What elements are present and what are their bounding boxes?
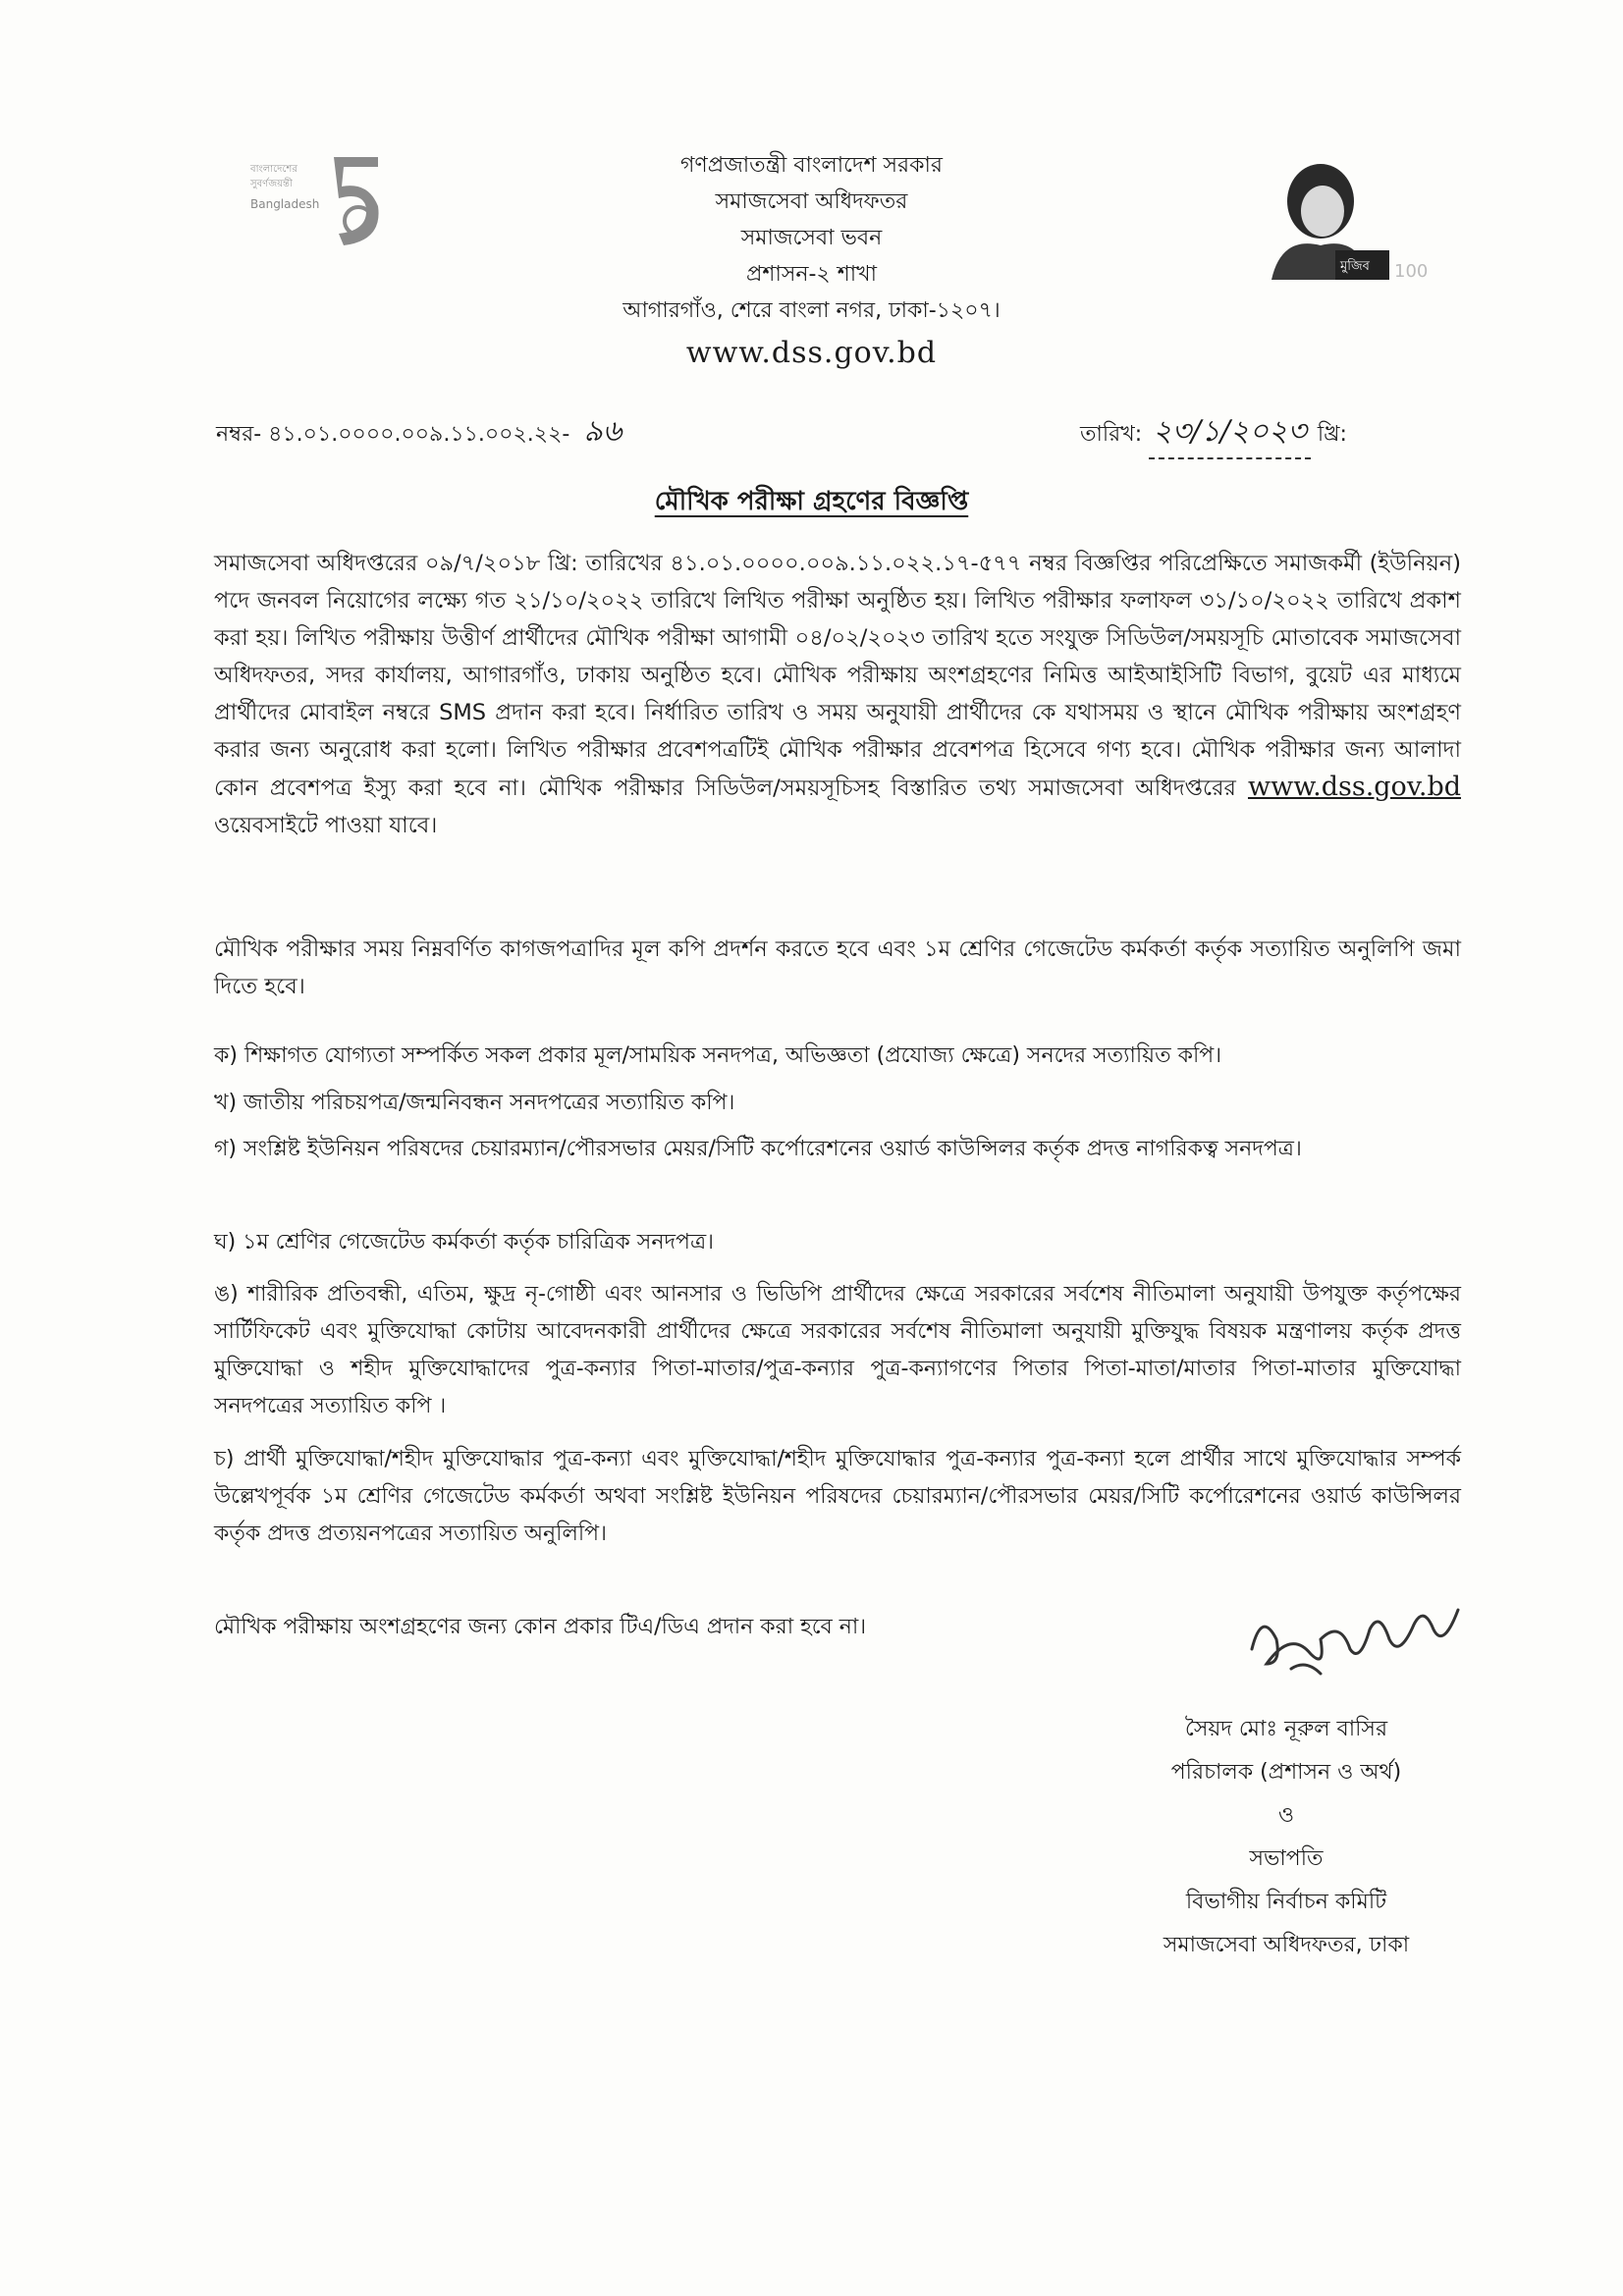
memo-number-handwritten: ৯৬ <box>583 414 622 449</box>
notice-title: মৌখিক পরীক্ষা গ্রহণের বিজ্ঞপ্তি <box>654 487 969 516</box>
header-website: www.dss.gov.bd <box>685 336 938 370</box>
document-item-gha: ঘ) ১ম শ্রেণির গেজেটেড কর্মকর্তা কর্তৃক চারিত্রিক সনদপত্র। <box>214 1230 714 1255</box>
memo-number <box>216 407 622 457</box>
ta-da-note: মৌখিক পরীক্ষায় অংশগ্রহণের জন্য কোন প্রকার টিএ/ডিএ প্রদান করা হবে না। <box>214 1615 867 1639</box>
signatory-office: সমাজসেবা অধিদফতর, ঢাকা <box>1163 1933 1410 1957</box>
header-line-building: সমাজসেবা ভবন <box>740 226 883 250</box>
document-item-cha: চ) প্রার্থী মুক্তিযোদ্ধা/শহীদ মুক্তিযোদ্ধার পুত্র-কন্যা এবং মুক্তিযোদ্ধা/শহীদ মুক্তিযোদ্ধার পুত্র-কন্যার পুত্র-কন্যা হলে প্রার্থীর সাথে মুক্তিযোদ্ধার সম্পর্ক উল্লেখপূর্বক ১ম শ্রেণির গেজেটেড কর্মকর্তা অথবা সংশ্লিষ্ট ইউনিয়ন পরিষদের চেয়ারম্যান/পৌরসভার মেয়র/সিটি কর্পোরেশনের ওয়ার্ড কাউন্সিলর কর্তৃক প্রদত্ত প্রত্যয়নপত্রের সত্যায়িত অনুলিপি। <box>214 1447 1461 1546</box>
date-suffix: খ্রি: <box>1317 422 1347 447</box>
header-line-branch: প্রশাসন-২ শাখা <box>746 262 877 287</box>
svg-text:100: 100 <box>1394 261 1429 282</box>
paragraph-main-text: সমাজসেবা অধিদপ্তরের ০৯/৭/২০১৮ খ্রি: তারিখের ৪১.০১.০০০০.০০৯.১১.০২২.১৭-৫৭৭ নম্বর বিজ্ঞপ্তির পরিপ্রেক্ষিতে সমাজকর্মী (ইউনিয়ন) পদে জনবল নিয়োগের লক্ষ্যে গত ২১/১০/২০২২ তারিখে লিখিত পরীক্ষা অনুষ্ঠিত হয়। লিখিত পরীক্ষার ফলাফল ৩১/১০/২০২২ তারিখে প্রকাশ করা হয়। লিখিত পরীক্ষায় উত্তীর্ণ প্রার্থীদের মৌখিক পরীক্ষা আগামী ০৪/০২/২০২৩ তারিখ হতে সংযুক্ত সিডিউল/সময়সূচি মোতাবেক সমাজসেবা অধিদফতর, সদর কার্যালয়, আগারগাঁও, ঢাকায় অনুষ্ঠিত হবে। মৌখিক পরীক্ষায় অংশগ্রহণের নিমিত্ত আইআইসিটি বিভাগ, বুয়েট এর মাধ্যমে প্রার্থীদের মোবাইল নম্বরে SMS প্রদান করা হবে। নির্ধারিত তারিখ ও সময় অনুযায়ী প্রার্থীদের কে যথাসময় ও স্থানে মৌখিক পরীক্ষায় অংশগ্রহণ করার জন্য অনুরোধ করা হলো। লিখিত পরীক্ষার প্রবেশপত্রটিই মৌখিক পরীক্ষার প্রবেশপত্র হিসেবে গণ্য হবে। মৌখিক পরীক্ষার জন্য আলাদা কোন প্রবেশপত্র ইস্যু করা হবে না। মৌখিক পরীক্ষার সিডিউল/সময়সূচিসহ বিস্তারিত তথ্য সমাজসেবা অধিদপ্তরের <box>214 551 1461 801</box>
signatory-conjunction: ও <box>1277 1803 1295 1828</box>
signatory-name: সৈয়দ মোঃ নূরুল বাসির <box>1184 1717 1388 1741</box>
svg-text:মুজিব: মুজিব <box>1340 259 1370 274</box>
date-handwritten: ২৩/১/২০২৩ <box>1149 407 1311 459</box>
memo-date <box>1080 407 1347 459</box>
logo-bangladesh-text: Bangladesh <box>250 197 320 211</box>
header-line-directorate: সমাজসেবা অধিদফতর <box>715 189 908 214</box>
signatory-role: সভাপতি <box>1249 1846 1324 1871</box>
memo-number-prefix: নম্বর- ৪১.০১.০০০০.০০৯.১১.০০২.২২- <box>216 422 570 447</box>
paragraph-main-tail: ওয়েবসাইটে পাওয়া যাবে। <box>214 813 438 838</box>
notice-paragraph-main <box>214 545 1461 844</box>
svg-text:বাংলাদেশের: বাংলাদেশের <box>250 164 298 175</box>
document-item-ka: ক) শিক্ষাগত যোগ্যতা সম্পর্কিত সকল প্রকার মূল/সাময়িক সনদপত্র, অভিজ্ঞতা (প্রযোজ্য ক্ষেত্রে) সনদের সত্যায়িত কপি। <box>214 1043 1222 1068</box>
document-item-ga: গ) সংশ্লিষ্ট ইউনিয়ন পরিষদের চেয়ারম্যান/পৌরসভার মেয়র/সিটি কর্পোরেশনের ওয়ার্ড কাউন্সিলর কর্তৃক প্রদত্ত নাগরিকত্ব সনদপত্র। <box>214 1137 1302 1161</box>
date-label: তারিখ: <box>1080 422 1143 447</box>
signatory-designation: পরিচালক (প্রশাসন ও অর্থ) <box>1170 1760 1402 1785</box>
svg-text:সুবর্ণজয়ন্তী: সুবর্ণজয়ন্তী <box>250 179 293 189</box>
mujib-100-logo <box>1252 157 1434 285</box>
document-item-umo: ঙ) শারীরিক প্রতিবন্ধী, এতিম, ক্ষুদ্র নৃ-গোষ্ঠী এবং আনসার ও ভিডিপি প্রার্থীদের ক্ষেত্রে সরকারের সর্বশেষ নীতিমালা অনুযায়ী উপযুক্ত কর্তৃপক্ষের সার্টিফিকেট এবং মুক্তিযোদ্ধা কোটায় আবেদনকারী প্রার্থীদের ক্ষেত্রে সরকারের সর্বশেষ নীতিমালা অনুযায়ী মুক্তিযুদ্ধ বিষয়ক মন্ত্রণালয় কর্তৃক প্রদত্ত মুক্তিযোদ্ধা ও শহীদ মুক্তিযোদ্ধাদের পুত্র-কন্যার পিতা-মাতার/পুত্র-কন্যার পুত্র-কন্যাগণের পিতার পিতা-মাতা/মাতার পিতা-মাতার মুক্তিযোদ্ধা সনদপত্রের সত্যায়িত কপি । <box>214 1282 1461 1418</box>
header-line-government: গণপ্রজাতন্ত্রী বাংলাদেশ সরকার <box>679 153 944 178</box>
handwritten-signature <box>1232 1571 1488 1698</box>
signatory-committee: বিভাগীয় নির্বাচন কমিটি <box>1185 1890 1387 1914</box>
signatory-block <box>1100 1708 1473 1967</box>
website-link[interactable]: www.dss.gov.bd <box>1247 772 1462 802</box>
documents-intro-paragraph: মৌখিক পরীক্ষার সময় নিম্নবর্ণিত কাগজপত্রাদির মূল কপি প্রদর্শন করতে হবে এবং ১ম শ্রেণির গেজেটেড কর্মকর্তা কর্তৃক সত্যায়িত অনুলিপি জমা দিতে হবে। <box>214 936 1461 999</box>
header-line-address: আগারগাঁও, শেরে বাংলা নগর, ঢাকা-১২০৭। <box>622 298 1001 323</box>
document-item-kha: খ) জাতীয় পরিচয়পত্র/জন্মনিবন্ধন সনদপত্রের সত্যায়িত কপি। <box>214 1091 735 1115</box>
